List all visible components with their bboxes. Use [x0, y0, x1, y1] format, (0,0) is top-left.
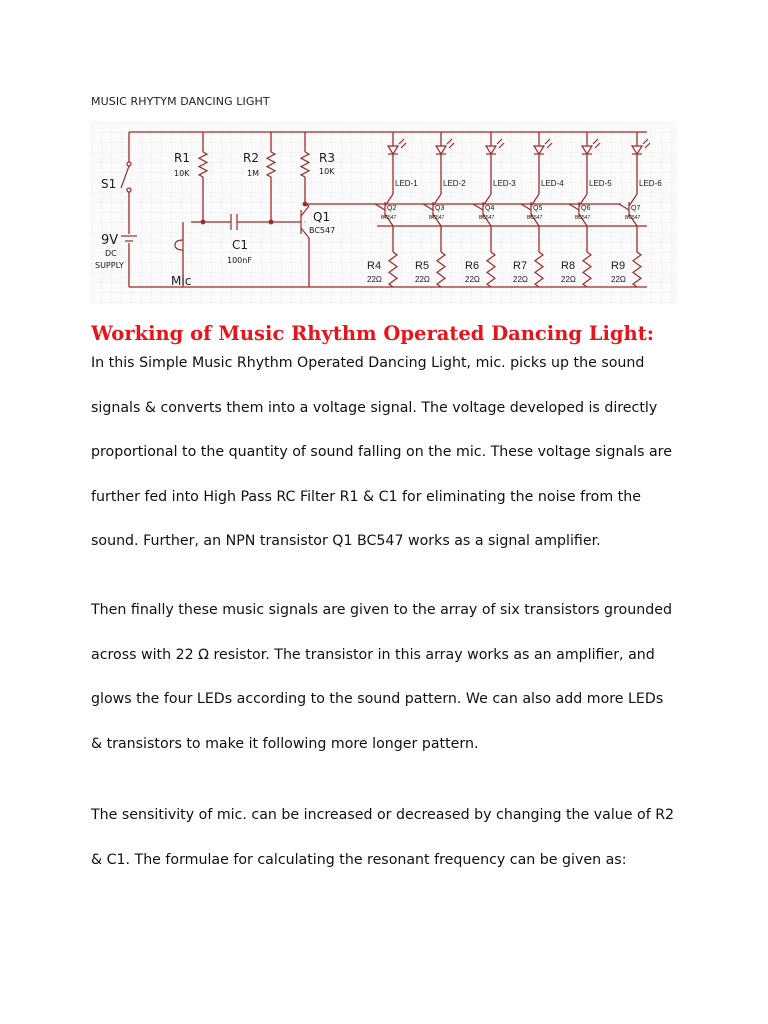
- mic-label: Mic: [171, 274, 192, 288]
- circuit-schematic: [91, 122, 677, 304]
- paragraph-line: & C1. The formulae for calculating the resonant frequency can be given as:: [91, 851, 627, 868]
- resistor-value-label: 22Ω: [465, 275, 480, 284]
- transistor-part-label: BC547: [479, 215, 495, 221]
- s1-label: S1: [101, 177, 117, 191]
- resistor-label: R7: [513, 260, 528, 272]
- led-label: LED-4: [541, 179, 564, 188]
- transistor-part-label: BC547: [381, 215, 397, 221]
- led-label: LED-2: [443, 179, 466, 188]
- paragraph-line: sound. Further, an NPN transistor Q1 BC547 works as a signal amplifier.: [91, 533, 601, 549]
- paragraph-1: [91, 341, 691, 564]
- r3-name: R3: [319, 151, 335, 165]
- resistor-label: R9: [611, 260, 626, 272]
- transistor-part-label: BC547: [575, 215, 591, 221]
- transistor-label: Q7: [631, 205, 641, 212]
- transistor-label: Q5: [533, 205, 543, 212]
- section-heading: Working of Music Rhythm Operated Dancing Light:: [91, 322, 654, 345]
- led-label: LED-5: [589, 179, 612, 188]
- paragraph-line: glows the four LEDs according to the sound pattern. We can also add more LEDs: [91, 691, 664, 707]
- c1-name: C1: [232, 238, 249, 252]
- transistor-label: Q3: [435, 205, 445, 212]
- junction-dot: [303, 202, 307, 206]
- transistor-label: Q6: [581, 205, 591, 212]
- junction-dot: [269, 220, 273, 224]
- led-label: LED-1: [395, 179, 418, 188]
- paragraph-3: [91, 793, 691, 882]
- paragraph-line: further fed into High Pass RC Filter R1 & C1 for eliminating the noise from the: [91, 488, 641, 505]
- led-label: LED-6: [639, 179, 662, 188]
- circuit-diagram: [91, 122, 677, 304]
- resistor-value-label: 22Ω: [561, 275, 576, 284]
- r3-value: 10K: [319, 167, 335, 176]
- battery-supply-label: SUPPLY: [95, 261, 124, 270]
- resistor-value-label: 22Ω: [513, 275, 528, 284]
- paragraph-2: [91, 588, 691, 766]
- paragraph-line: & transistors to make it following more longer pattern.: [91, 735, 479, 752]
- r1-value: 10K: [174, 169, 190, 178]
- resistor-label: R6: [465, 260, 480, 272]
- c1-value: 100nF: [227, 256, 252, 265]
- battery-dc-label: DC: [105, 249, 117, 258]
- paragraph-line: proportional to the quantity of sound falling on the mic. These voltage signals are: [91, 444, 672, 460]
- paragraph-line: across with 22 Ω resistor. The transistor in this array works as an amplifier, and: [91, 646, 655, 663]
- led-label: LED-3: [493, 179, 516, 188]
- page-title: MUSIC RHYTYM DANCING LIGHT: [91, 95, 270, 108]
- transistor-part-label: BC547: [625, 215, 641, 221]
- battery-voltage-label: 9V: [101, 233, 119, 248]
- paragraph-line: signals & converts them into a voltage signal. The voltage developed is directly: [91, 399, 658, 416]
- q1-part: BC547: [309, 226, 336, 235]
- resistor-label: R5: [415, 260, 430, 272]
- paragraph-line: Then finally these music signals are given to the array of six transistors grounded: [91, 602, 672, 618]
- resistor-value-label: 22Ω: [415, 275, 430, 284]
- resistor-label: R8: [561, 260, 576, 272]
- transistor-part-label: BC547: [527, 215, 543, 221]
- transistor-part-label: BC547: [429, 215, 445, 221]
- r2-value: 1M: [247, 169, 259, 178]
- resistor-label: R4: [367, 260, 382, 272]
- resistor-value-label: 22Ω: [367, 275, 382, 284]
- transistor-label: Q4: [485, 205, 495, 212]
- paragraph-line: In this Simple Music Rhythm Operated Dancing Light, mic. picks up the sound: [91, 355, 645, 371]
- q1-name: Q1: [313, 210, 331, 224]
- resistor-value-label: 22Ω: [611, 275, 626, 284]
- transistor-label: Q2: [387, 205, 397, 212]
- r2-name: R2: [243, 151, 259, 165]
- junction-dot: [201, 220, 205, 224]
- r1-name: R1: [174, 151, 190, 165]
- paragraph-line: The sensitivity of mic. can be increased or decreased by changing the value of R2: [91, 807, 675, 823]
